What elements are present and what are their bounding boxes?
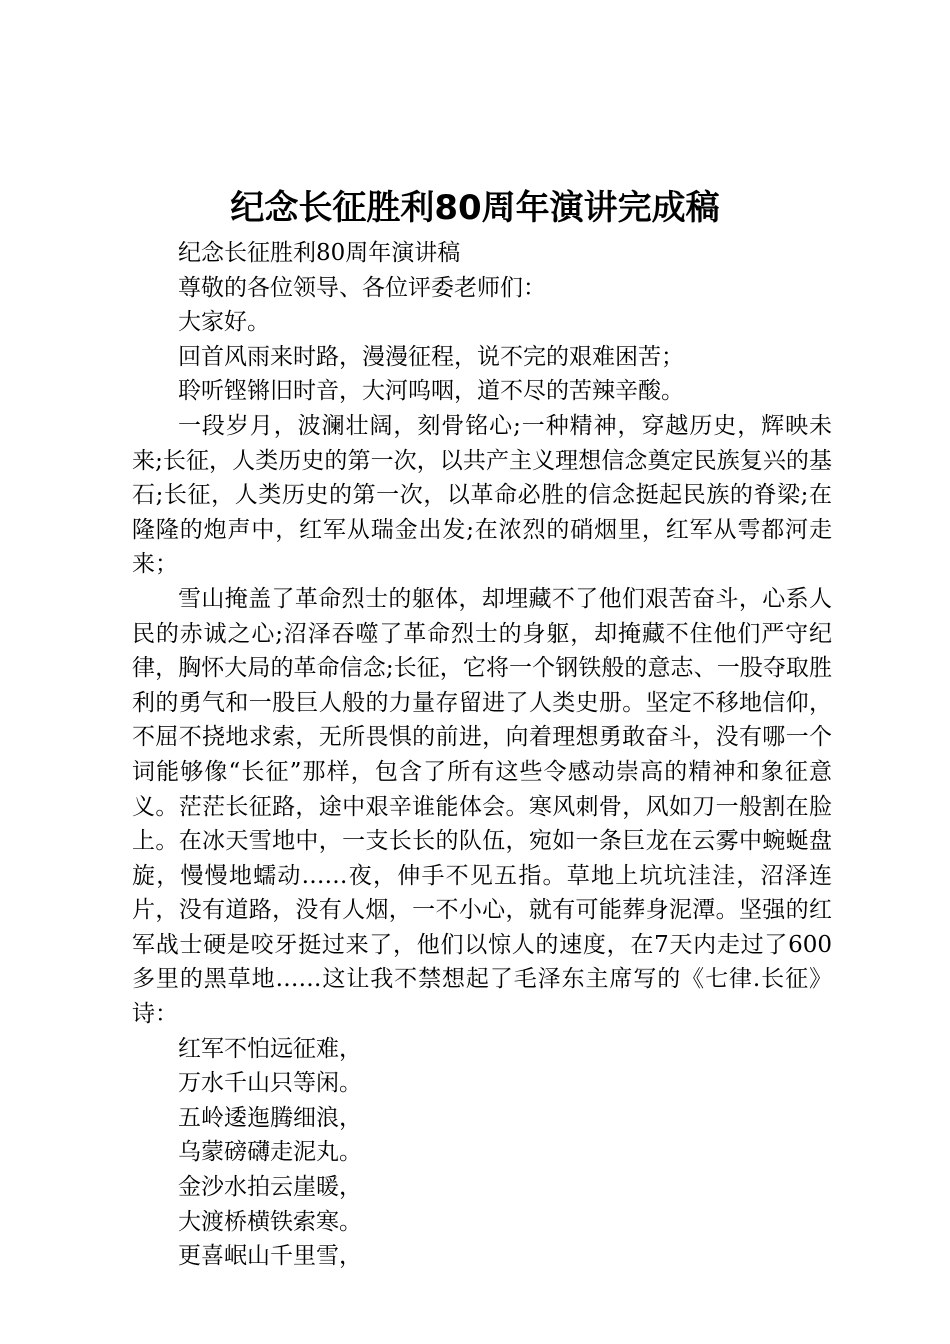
paragraph-text: 雪山掩盖了革命烈士的躯体，却埋藏不了他们艰苦奋斗，心系人民的赤诚之心;沼泽吞噬了革命烈士的身躯，却掩藏不住他们严守纪律，胸怀大局的革命信念;长征，它将一个钢铁般的意志、一股夺取胜利的勇气和一股巨人般的力量存留进了人类史册。坚定不移地信仰，不屈不挠地求索，无所畏惧的前进，向着理想勇敢奋斗，没有哪一个词能够像“长征”那样，包含了所有这些令感动崇高的精神和象征意义。茫茫长征路，途中艰辛谁能体会。寒风刺骨，风如刀一般割在脸上。在冰天雪地中，一支长长的队伍，宛如一条巨龙在云雾中蜿蜒盘旋，慢慢地蠕动……夜，伸手不见五指。草地上坑坑洼洼，沼泽连片，没有道路，没有人烟，一不小心，就有可能葬身泥潭。坚强的红军战士硬是咬牙挺过来了，他们以惊人的速度，在7天内走过了600多里的黑草地……这让我不禁想起了毛泽东主席写的《七律.长征》诗： [132,585,832,1028]
poem-line: 红军不怕远征难， [178,1035,362,1062]
poem-line: 五岭逶迤腾细浪， [178,1104,362,1131]
poem-line: 乌蒙磅礴走泥丸。 [178,1139,362,1166]
document-title: 纪念长征胜利80周年演讲完成稿 [230,188,720,228]
paragraph-text: 回首风雨来时路，漫漫征程，说不完的艰难困苦； [178,343,684,370]
paragraph-text: 一段岁月，波澜壮阔，刻骨铭心;一种精神，穿越历史，辉映未来;长征，人类历史的第一次，以共产主义理想信念奠定民族复兴的基石;长征，人类历史的第一次，以革命必胜的信念挺起民族的脊梁;在隆隆的炮声中，红军从瑞金出发;在浓烈的硝烟里，红军从雩都河走来； [132,412,832,578]
paragraph-salutation: 尊敬的各位领导、各位评委老师们： [178,274,546,301]
document-body [132,236,832,1274]
poem-line: 金沙水拍云崖暖， [178,1174,362,1201]
paragraph-subtitle: 纪念长征胜利80周年演讲稿 [178,240,461,266]
paragraph-text: 聆听铿锵旧时音，大河呜咽，道不尽的苦辣辛酸。 [178,378,684,405]
paragraph-greeting: 大家好。 [178,309,270,336]
poem-line: 万水千山只等闲。 [178,1070,362,1097]
poem-line: 更喜岷山千里雪， [178,1243,362,1270]
poem-line: 大渡桥横铁索寒。 [178,1208,362,1235]
